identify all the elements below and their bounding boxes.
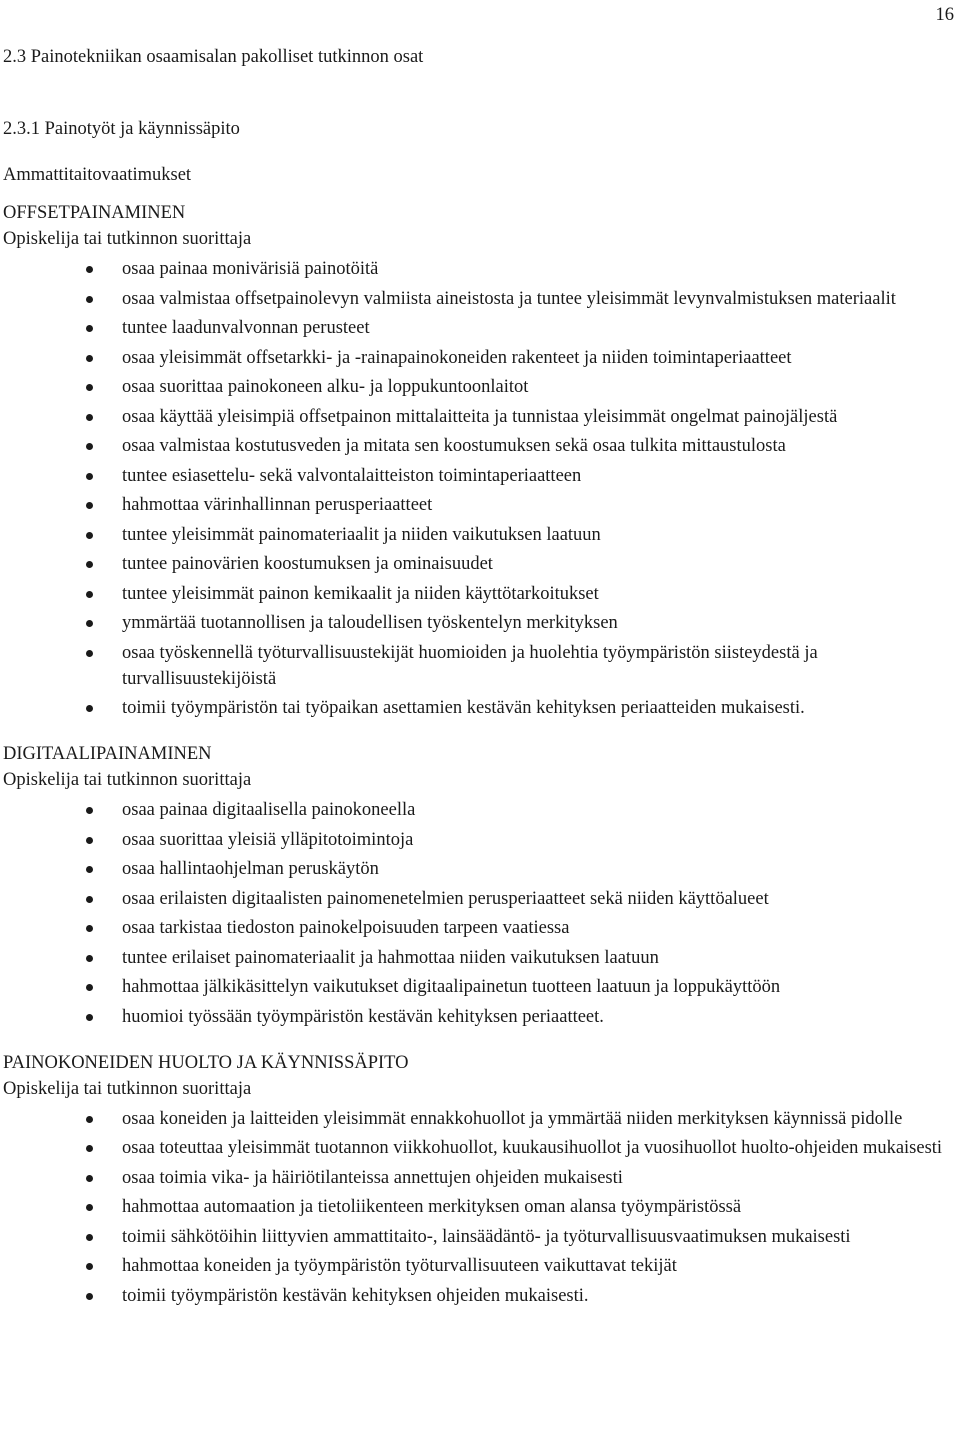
list-item-text: osaa yleisimmät offsetarkki- ja -rainapainokoneiden rakenteet ja niiden toimintaperiaatteet — [122, 347, 792, 368]
bullet-icon — [86, 384, 93, 391]
list-item — [3, 1165, 955, 1191]
list-item-text: osaa toteuttaa yleisimmät tuotannon viikkohuollot, kuukausihuollot ja vuosihuollot huolto-ohjeiden mukaisesti — [122, 1138, 943, 1158]
bullet-icon — [86, 896, 93, 903]
list-item-text: osaa suorittaa yleisiä ylläpitotoimintoja — [122, 829, 414, 850]
list-item-text: toimii työympäristön tai työpaikan asettamien kestävän kehityksen periaatteiden mukaisesti. — [122, 698, 805, 718]
bullet-icon — [86, 532, 93, 539]
list-item — [3, 433, 955, 459]
list-item — [3, 1283, 955, 1309]
bullet-icon — [86, 837, 93, 844]
list-item-text: hahmottaa värinhallinnan perusperiaatteet — [122, 495, 433, 515]
list-item-text: osaa hallintaohjelman peruskäytön — [122, 859, 379, 879]
bullet-list — [3, 797, 955, 1030]
list-item — [3, 640, 955, 692]
list-item-text: osaa käyttää yleisimpiä offsetpainon mittalaitteita ja tunnistaa yleisimmät ongelmat painojäljestä — [122, 406, 838, 427]
bullet-icon — [86, 984, 93, 991]
list-item-text: osaa koneiden ja laitteiden yleisimmät ennakkohuollot ja ymmärtää niiden merkityksen käynnissä pidolle — [122, 1108, 903, 1129]
list-item-text: osaa erilaisten digitaalisten painomenetelmien perusperiaatteet sekä niiden käyttöalueet — [122, 888, 769, 909]
list-item — [3, 286, 955, 312]
list-item-text: osaa toimia vika- ja häiriötilanteissa annettujen ohjeiden mukaisesti — [122, 1167, 623, 1188]
list-item-text: osaa valmistaa kostutusveden ja mitata sen koostumuksen sekä osaa tulkita mittaustulosta — [122, 436, 786, 456]
list-item — [3, 1224, 955, 1250]
bullet-icon — [86, 355, 93, 362]
list-item — [3, 610, 955, 636]
bullet-icon — [86, 1293, 93, 1300]
list-item — [3, 797, 955, 823]
subsection-heading: 2.3.1 Painotyöt ja käynnissäpito — [3, 119, 240, 139]
list-item-text: ymmärtää tuotannollisen ja taloudellisen työskentelyn merkityksen — [122, 613, 618, 633]
list-item — [3, 1004, 955, 1030]
list-item-text: tuntee yleisimmät painomateriaalit ja niiden vaikutuksen laatuun — [122, 524, 601, 545]
bullet-icon — [86, 443, 93, 450]
bullet-icon — [86, 1116, 93, 1123]
bullet-icon — [86, 1145, 93, 1152]
list-item — [3, 1253, 955, 1279]
bullet-icon — [86, 325, 93, 332]
list-item — [3, 256, 955, 282]
list-item-text: toimii sähkötöihin liittyvien ammattitaito-, lainsäädäntö- ja työturvallisuusvaatimuksen mukaisesti — [122, 1226, 851, 1247]
list-item — [3, 315, 955, 341]
bullet-icon — [86, 925, 93, 932]
bullet-list — [3, 1106, 955, 1309]
list-item-text: tuntee laadunvalvonnan perusteet — [122, 318, 370, 338]
section-title: PAINOKONEIDEN HUOLTO JA KÄYNNISSÄPITO — [3, 1052, 409, 1073]
list-item — [3, 492, 955, 518]
list-item-text: tuntee painovärien koostumuksen ja ominaisuudet — [122, 554, 493, 574]
bullet-icon — [86, 1014, 93, 1021]
list-item — [3, 974, 955, 1000]
bullet-icon — [86, 502, 93, 509]
list-item-text: tuntee erilaiset painomateriaalit ja hahmottaa niiden vaikutuksen laatuun — [122, 947, 659, 968]
list-item-text: osaa työskennellä työturvallisuustekijät huomioiden ja huolehtia työympäristön siisteydestä ja turvallisuustekijöistä — [122, 642, 818, 689]
list-item-text: huomioi työssään työympäristön kestävän kehityksen periaatteet. — [122, 1006, 604, 1027]
bullet-icon — [86, 1234, 93, 1241]
section-title: DIGITAALIPAINAMINEN — [3, 744, 212, 764]
bullet-icon — [86, 955, 93, 962]
list-item — [3, 886, 955, 912]
document-body — [3, 44, 955, 1329]
list-item — [3, 345, 955, 371]
list-item — [3, 827, 955, 853]
list-item — [3, 374, 955, 400]
bullet-icon — [86, 1263, 93, 1270]
list-item — [3, 1194, 955, 1220]
list-item — [3, 1135, 955, 1161]
section-intro: Opiskelija tai tutkinnon suorittaja — [3, 229, 252, 249]
bullet-icon — [86, 591, 93, 598]
list-item — [3, 404, 955, 430]
bullet-icon — [86, 1175, 93, 1182]
bullet-icon — [86, 473, 93, 480]
list-item — [3, 915, 955, 941]
bullet-icon — [86, 1204, 93, 1211]
list-item-text: osaa tarkistaa tiedoston painokelpoisuuden tarpeen vaatiessa — [122, 918, 570, 938]
list-item — [3, 522, 955, 548]
list-item-text: hahmottaa koneiden ja työympäristön työturvallisuuteen vaikuttavat tekijät — [122, 1256, 677, 1276]
bullet-icon — [86, 807, 93, 814]
list-item — [3, 695, 955, 721]
bullet-icon — [86, 866, 93, 873]
list-item-text: toimii työympäristön kestävän kehityksen ohjeiden mukaisesti. — [122, 1285, 589, 1306]
list-item — [3, 581, 955, 607]
list-item — [3, 551, 955, 577]
bullet-list — [3, 256, 955, 721]
bullet-icon — [86, 561, 93, 568]
bullet-icon — [86, 296, 93, 303]
list-item-text: tuntee yleisimmät painon kemikaalit ja niiden käyttötarkoitukset — [122, 583, 599, 604]
list-item-text: osaa painaa digitaalisella painokoneella — [122, 800, 416, 820]
list-item — [3, 856, 955, 882]
bullet-icon — [86, 705, 93, 712]
bullet-icon — [86, 414, 93, 421]
digital-printing-section — [3, 741, 955, 1030]
list-item — [3, 463, 955, 489]
section-intro: Opiskelija tai tutkinnon suorittaja — [3, 770, 252, 790]
bullet-icon — [86, 266, 93, 273]
section-intro: Opiskelija tai tutkinnon suorittaja — [3, 1078, 252, 1099]
list-item-text: tuntee esiasettelu- sekä valvontalaitteiston toimintaperiaatteen — [122, 465, 582, 486]
list-item-text: hahmottaa automaation ja tietoliikenteen merkityksen oman alansa työympäristössä — [122, 1197, 742, 1217]
list-item-text: osaa painaa monivärisiä painotöitä — [122, 259, 379, 279]
page-number: 16 — [935, 5, 954, 25]
offset-printing-section — [3, 200, 955, 721]
bullet-icon — [86, 620, 93, 627]
press-maintenance-section — [3, 1050, 955, 1309]
list-item — [3, 945, 955, 971]
section-heading: 2.3 Painotekniikan osaamisalan pakolliset tutkinnon osat — [3, 47, 424, 67]
list-item — [3, 1106, 955, 1132]
list-item-text: osaa valmistaa offsetpainolevyn valmiista aineistosta ja tuntee yleisimmät levynvalmistuksen materiaalit — [122, 288, 896, 309]
list-item-text: osaa suorittaa painokoneen alku- ja loppukuntoonlaitot — [122, 377, 529, 397]
bullet-icon — [86, 650, 93, 657]
list-item-text: hahmottaa jälkikäsittelyn vaikutukset digitaalipainetun tuotteen laatuun ja loppukäyttöön — [122, 977, 781, 997]
requirements-heading: Ammattitaitovaatimukset — [3, 165, 192, 185]
section-title: OFFSETPAINAMINEN — [3, 203, 186, 223]
